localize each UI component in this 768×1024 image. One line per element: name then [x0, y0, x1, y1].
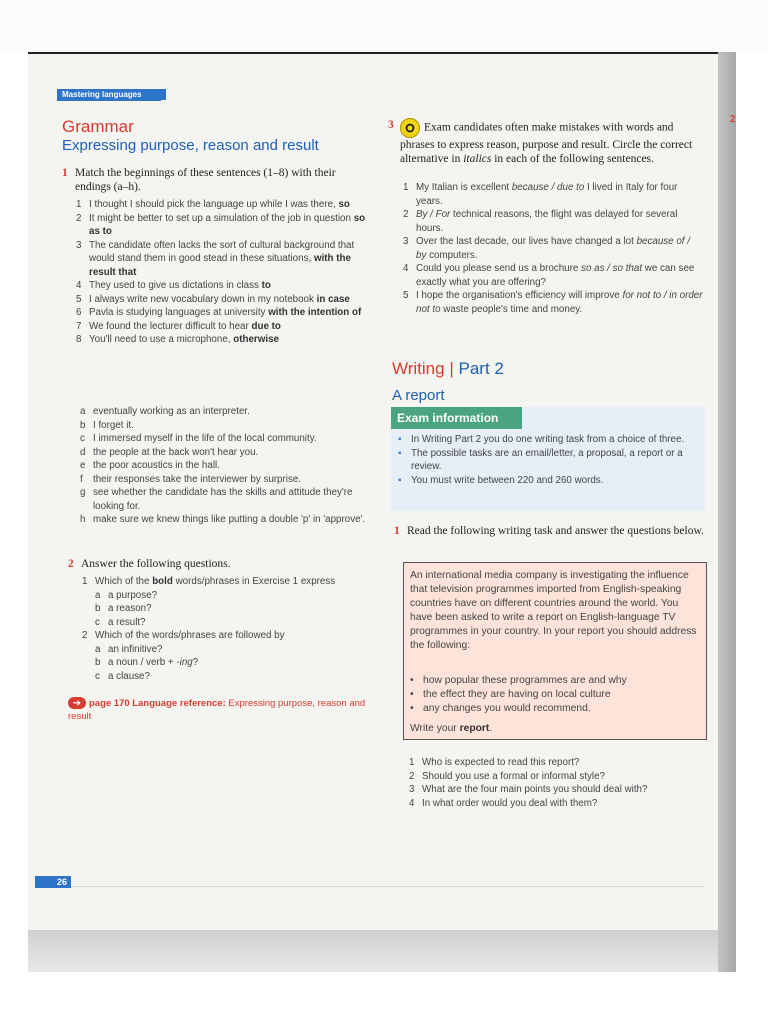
exam-information-list: ▪ In Writing Part 2 you do one writing task from a choice of three. ▪ The possible tasks are an email/letter, a proposal, a report or a review. ▪ You must write between 220 and 260 words.	[398, 434, 685, 486]
bottom-rule	[35, 886, 705, 887]
exam-information-title: Exam information	[391, 407, 522, 429]
bullet-icon: ▪	[398, 434, 402, 445]
scan-background	[0, 0, 768, 52]
sentence-beginnings: 1 I thought I should pick the language up while I was there, so 2 It might be better to set up a simulation of the job in question so as to 3 The candidate often lacks the sort of cultural background that would stand them in good stead in these situations, with the result that 4 They used to give us dictations in class to 5 I always write new vocabulary down in my notebook in case 6 Pavla is studying languages at university with the intention of 7 We found the lecturer difficult to hear due to 8 You'll need to use a microphone, otherwise	[76, 199, 366, 345]
exercise-2-questions: 1 Which of the bold words/phrases in Exercise 1 express a a purpose? b a reason? c a result? 2 Which of the words/phrases are followed by a an infinitive? b a noun / verb + -ing? c a clause?	[82, 576, 336, 682]
bullet-icon: •	[410, 703, 414, 714]
task-description: An international media company is investigating the influence that television programmes imported from English-speaking countries have on different countries around the world. You have been asked to write a report on English-language TV programmes in your country. In your report you should address the following:	[410, 570, 697, 651]
bullet-icon: ▪	[398, 474, 402, 486]
bullet-icon: •	[410, 675, 414, 686]
grammar-heading: Grammar	[62, 117, 134, 136]
writing-questions: 1 Who is expected to read this report? 2 Should you use a formal or informal style? 3 What are the four main points you should deal with? 4 In what order would you deal with them?	[409, 757, 648, 809]
bullet-icon: •	[410, 689, 414, 700]
exercise-1-instruction: 1 Match the beginnings of these sentences (1–8) with their endings (a–h).	[62, 167, 336, 193]
page-number: 26	[35, 876, 71, 888]
section-tab: Mastering languages	[57, 89, 166, 100]
exercise-number: 2	[68, 558, 74, 570]
exercise-2-instruction: 2 Answer the following questions.	[68, 558, 231, 570]
bullet-icon: ▪	[398, 447, 402, 459]
exercise-number: 1	[394, 525, 400, 537]
section-tab-underline	[57, 100, 161, 101]
exam-tip-icon	[400, 118, 420, 138]
exercise-3-items: 1 My Italian is excellent because / due to I lived in Italy for four years. 2 By / For technical reasons, the flight was delayed for several hours. 3 Over the last decade, our lives have changed a lot because of / by computers. 4 Could you please send us a brochure so as / so that we can see exactly what you are offering? 5 I hope the organisation's efficiency will improve for not to / in order not to waste people's time and money.	[403, 182, 703, 315]
grammar-subheading: Expressing purpose, reason and result	[62, 137, 319, 154]
task-bullets: • how popular these programmes are and why • the effect they are having on local culture • any changes you would recommend.	[410, 675, 627, 714]
writing-task-box	[403, 562, 707, 740]
writing-exercise-1-instruction: 1 Read the following writing task and answer the questions below.	[394, 525, 704, 537]
exercise-3-instruction: 3 Exam candidates often make mistakes with words and phrases to express reason, purpose and result. Circle the correct alternative in italics in each of the following sentences.	[388, 119, 693, 165]
writing-heading: Writing | Part 2	[392, 359, 504, 378]
arrow-right-icon: ➔	[68, 697, 86, 709]
exercise-number: 1	[62, 167, 68, 179]
exercise-number: 3	[388, 119, 394, 131]
report-subheading: A report	[392, 387, 445, 404]
write-your-report: Write your report.	[410, 723, 493, 734]
language-reference-link[interactable]: ➔ page 170 Language reference: Expressing purpose, reason and result	[68, 697, 366, 722]
margin-mark: 2	[730, 114, 736, 125]
sentence-endings: a eventually working as an interpreter. b I forget it. c I immersed myself in the life of the local community. d the people at the back won't hear you. e the poor acoustics in the hall. f their responses take the interviewer by surprise. g see whether the candidate has the skills and attitude they're looking for. h make sure we knew things like putting a double 'p' in 'approve'.	[80, 406, 366, 525]
